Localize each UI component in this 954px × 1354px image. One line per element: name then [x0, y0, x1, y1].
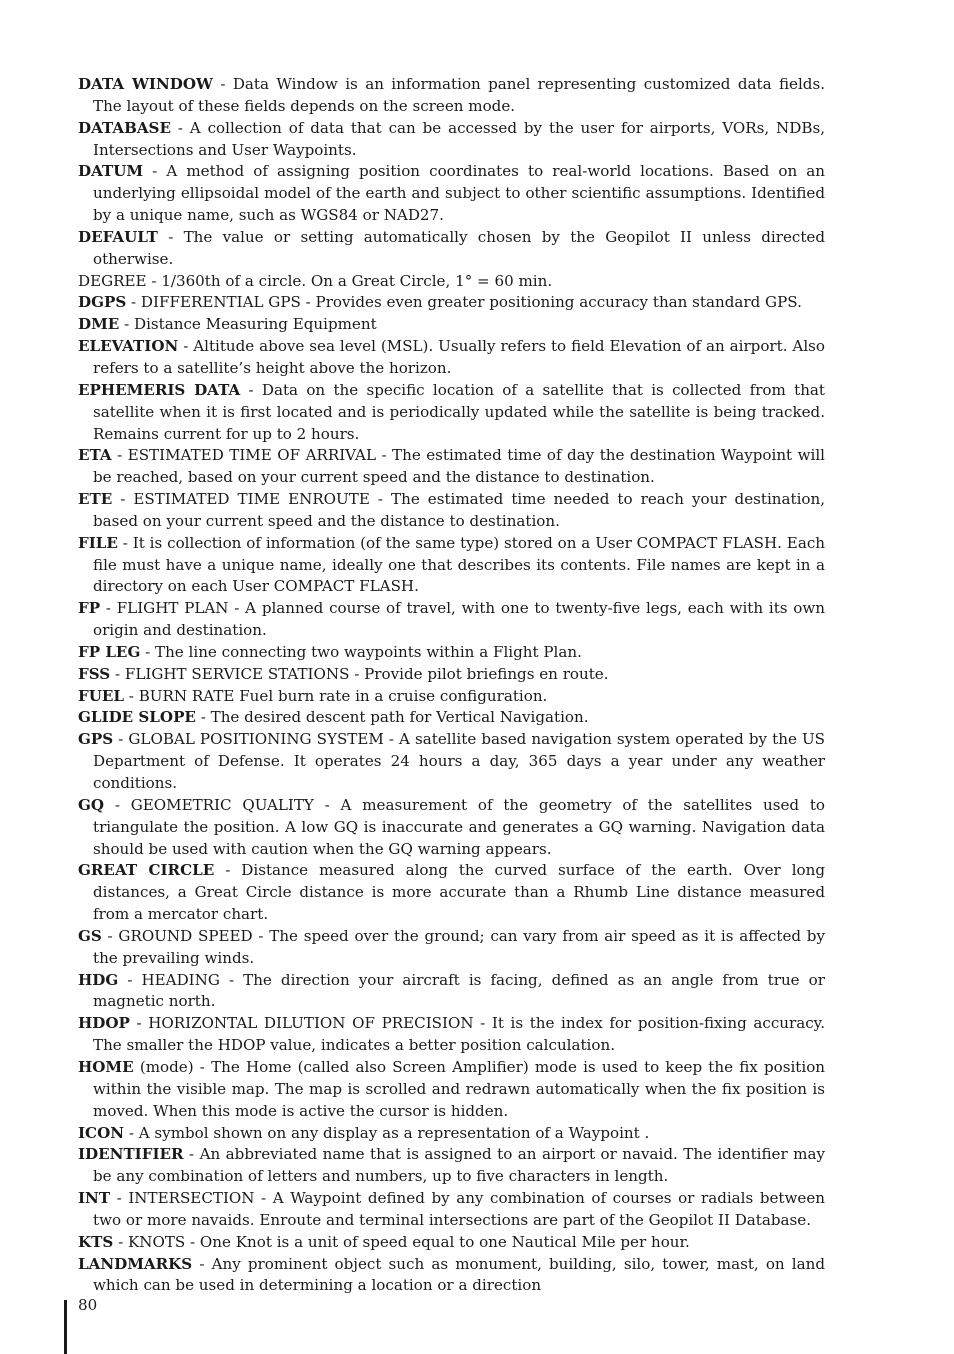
glossary-definition: - ESTIMATED TIME OF ARRIVAL - The estimated time of day the destination Waypoint will be reached, based on your current speed and the distance to destination. [93, 446, 825, 487]
glossary-definition: - HEADING - The direction your aircraft is facing, defined as an angle from true or magnetic north. [93, 970, 825, 1011]
glossary-entry [78, 1232, 825, 1254]
glossary-term: DATABASE [78, 118, 171, 137]
glossary-entry [78, 271, 825, 293]
glossary-definition: - KNOTS - One Knot is a unit of speed equal to one Nautical Mile per hour. [113, 1232, 690, 1251]
glossary-definition: - GEOMETRIC QUALITY - A measurement of the geometry of the satellites used to triangulate the position. A low GQ is inaccurate and generates a GQ warning. Navigation data should be used with caution when the GQ warning appears. [93, 795, 825, 858]
glossary-entry [78, 336, 825, 380]
glossary-definition: - GROUND SPEED - The speed over the ground; can vary from air speed as it is affected by the prevailing winds. [93, 926, 825, 967]
glossary-definition: - Altitude above sea level (MSL). Usually refers to field Elevation of an airport. Also refers to a satellite’s height above the horizon. [93, 337, 825, 377]
glossary-definition: - A symbol shown on any display as a representation of a Waypoint . [124, 1123, 650, 1142]
glossary-term: HDOP [78, 1014, 130, 1033]
glossary-entry [78, 686, 825, 708]
glossary-definition: DEGREE - 1/360th of a circle. On a Great Circle, 1° = 60 min. [78, 271, 553, 290]
glossary-term: ELEVATION [78, 337, 179, 356]
glossary-entry [78, 926, 825, 970]
glossary-term: INT [78, 1189, 111, 1208]
glossary-entry [78, 1123, 825, 1145]
glossary-entry [78, 533, 825, 599]
glossary-entry [78, 707, 825, 729]
glossary-entry [78, 642, 825, 664]
glossary-entry [78, 795, 825, 861]
glossary-entry [78, 1013, 825, 1057]
glossary-term: LANDMARKS [78, 1254, 193, 1273]
glossary-definition: - It is collection of information (of the same type) stored on a User COMPACT FLASH. Each file must have a unique name, ideally one that describes its contents. File names are kept in a directory on each User COMPACT FLASH. [93, 533, 825, 596]
glossary-term: DATA WINDOW [78, 75, 213, 93]
glossary-definition: - Data on the specific location of a satellite that is collected from that satellite when it is first located and is periodically updated while the satellite is being tracked. Remains current for up to 2 hours. [93, 380, 825, 443]
glossary-definition: - Data Window is an information panel representing customized data fields. The layout of these fields depends on the screen mode. [93, 75, 825, 115]
glossary-definition: - HORIZONTAL DILUTION OF PRECISION - It is the index for position-fixing accuracy. The smaller the HDOP value, indicates a better position calculation. [93, 1014, 825, 1055]
glossary-term: DME [78, 315, 120, 334]
glossary-entry [78, 729, 825, 795]
glossary-term: FSS [78, 664, 111, 683]
glossary-definition: - Distance measured along the curved surface of the earth. Over long distances, a Great Circle distance is more accurate than a Rhumb Line distance measured from a mercator chart. [93, 861, 825, 924]
glossary-entry [78, 1254, 825, 1298]
glossary-definition: - Any prominent object such as monument, building, silo, tower, mast, on land which can be used in determining a location or a direction [93, 1254, 825, 1295]
glossary-term: GLIDE SLOPE [78, 708, 196, 727]
glossary-term: HOME [78, 1057, 134, 1076]
glossary-term: EPHEMERIS DATA [78, 380, 241, 399]
glossary-term: GPS [78, 730, 114, 749]
glossary-entry [78, 1188, 825, 1232]
glossary-term: IDENTIFIER [78, 1145, 184, 1164]
glossary-entry [78, 860, 825, 926]
glossary-definition: - FLIGHT SERVICE STATIONS - Provide pilot briefings en route. [110, 664, 609, 683]
glossary-term: GS [78, 926, 102, 945]
glossary-entry [78, 227, 825, 271]
glossary-entry [78, 161, 825, 227]
glossary-definition: - A method of assigning position coordinates to real-world locations. Based on an underlying ellipsoidal model of the earth and subject to other scientific assumptions. Identified by a unique name, such as WGS84 or NAD27. [93, 162, 825, 225]
page-number: 80 [78, 1296, 98, 1314]
glossary-term: FP LEG [78, 642, 141, 661]
glossary-entry [78, 74, 825, 118]
glossary-entry [78, 118, 825, 162]
footer-rule [64, 1300, 67, 1354]
glossary-entry [78, 314, 825, 336]
glossary-term: FUEL [78, 686, 124, 705]
glossary-definition: - A collection of data that can be accessed by the user for airports, VORs, NDBs, Intersections and User Waypoints. [93, 118, 825, 159]
glossary-entry [78, 292, 825, 314]
glossary-term: DATUM [78, 162, 144, 181]
glossary-definition: - The desired descent path for Vertical Navigation. [195, 708, 589, 727]
glossary-entry [78, 970, 825, 1014]
glossary-entry [78, 489, 825, 533]
glossary-definition: - BURN RATE Fuel burn rate in a cruise configuration. [124, 686, 548, 705]
glossary-entry [78, 598, 825, 642]
glossary-definition: - FLIGHT PLAN - A planned course of travel, with one to twenty-five legs, each with its own origin and destination. [93, 599, 825, 640]
glossary-entry [78, 380, 825, 446]
glossary-term: KTS [78, 1232, 114, 1251]
glossary-term: HDG [78, 970, 119, 989]
glossary-definition: - Distance Measuring Equipment [119, 315, 377, 334]
glossary-definition: - GLOBAL POSITIONING SYSTEM - A satellite based navigation system operated by the US Department of Defense. It operates 24 hours a day, 365 days a year under any weather conditions. [93, 730, 825, 792]
glossary-definition: - ESTIMATED TIME ENROUTE - The estimated time needed to reach your destination, based on your current speed and the distance to destination. [93, 490, 825, 530]
glossary-definition: (mode) - The Home (called also Screen Amplifier) mode is used to keep the fix position within the visible map. The map is scrolled and redrawn automatically when the fix position is moved. When this mode is active the cursor is hidden. [93, 1057, 825, 1120]
glossary-term: DEFAULT [78, 227, 158, 246]
glossary-definition: - The value or setting automatically chosen by the Geopilot II unless directed otherwise. [93, 227, 825, 268]
glossary-term: FP [78, 599, 101, 618]
glossary-entry [78, 1057, 825, 1123]
glossary-entry [78, 445, 825, 489]
glossary-entry [78, 1144, 825, 1188]
glossary-term: FILE [78, 533, 118, 552]
glossary-term: ICON [78, 1123, 125, 1142]
glossary-definition: - DIFFERENTIAL GPS - Provides even greater positioning accuracy than standard GPS. [126, 293, 802, 312]
glossary-term: GREAT CIRCLE [78, 861, 215, 880]
glossary-list [78, 74, 825, 1297]
glossary-definition: - An abbreviated name that is assigned to an airport or navaid. The identifier may be any combination of letters and numbers, up to five characters in length. [93, 1145, 825, 1186]
glossary-term: ETE [78, 490, 113, 509]
glossary-term: GQ [78, 795, 105, 814]
glossary-term: ETA [78, 446, 112, 465]
glossary-entry [78, 664, 825, 686]
glossary-definition: - The line connecting two waypoints within a Flight Plan. [140, 642, 582, 661]
glossary-definition: - INTERSECTION - A Waypoint defined by any combination of courses or radials between two or more navaids. Enroute and terminal intersections are part of the Geopilot II Database. [93, 1189, 825, 1229]
glossary-term: DGPS [78, 293, 127, 312]
